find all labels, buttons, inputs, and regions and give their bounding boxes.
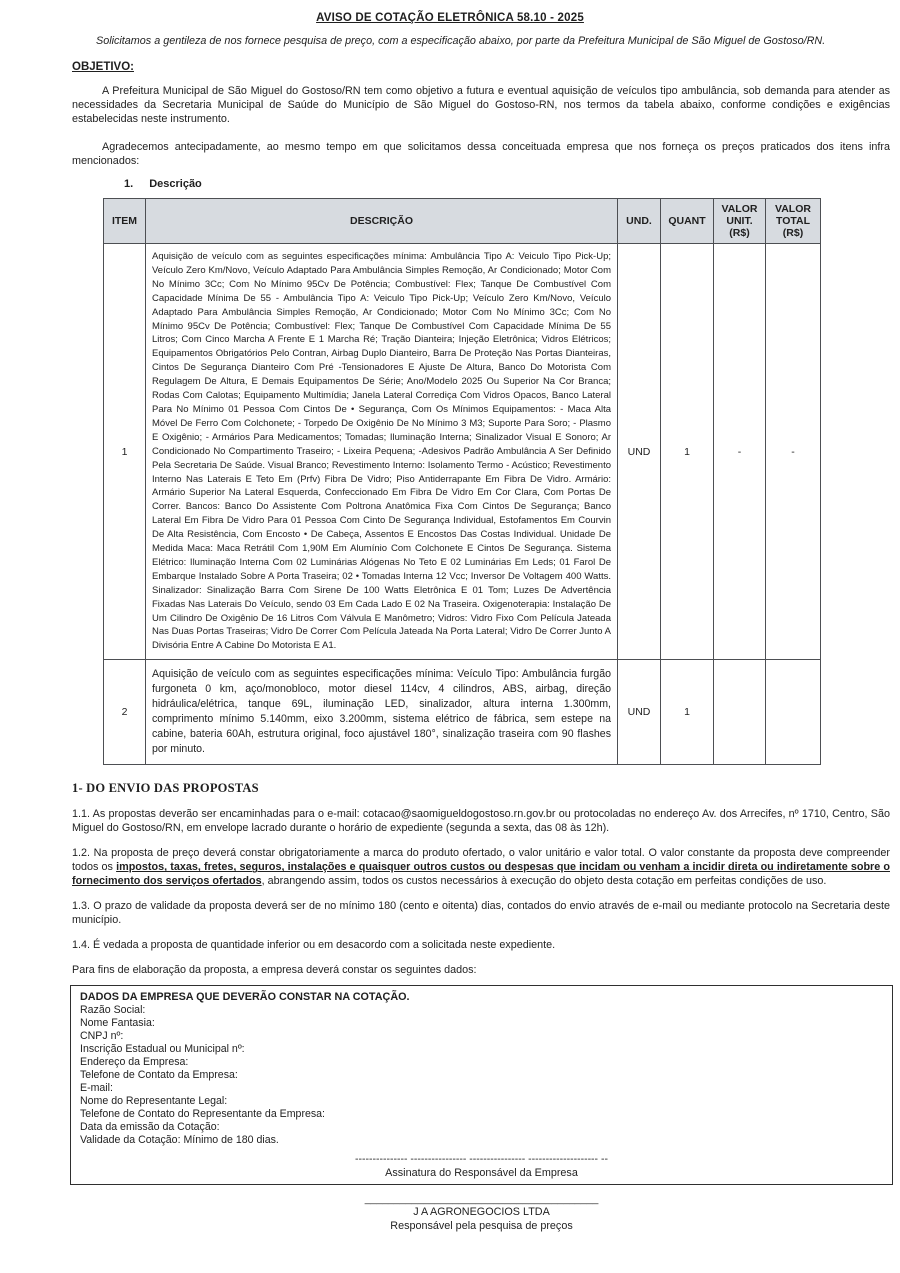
cell-valor-total: - — [766, 244, 821, 660]
field-inscricao: Inscrição Estadual ou Municipal nº: — [80, 1043, 245, 1056]
paragraph-1-4: 1.4. É vedada a proposta de quantidade inferior ou em desacordo com a solicitada neste expediente. — [72, 939, 556, 952]
paragraph-1-2-bold-segment: impostos, taxas, fretes, seguros, instalações e quaisquer outros custos ou despesas que incidam ou venham a incidir direta ou indiretamente sobre o fornecimento dos serviços ofertados — [72, 861, 890, 888]
objetivo-paragraph-1: A Prefeitura Municipal de São Miguel do Gostoso/RN tem como objetivo a futura e eventual aquisição de veículos tipo ambulância, sob demanda para atender as necessidades da Secretaria Municipal de Saúde do Município de São Miguel do Gostoso-RN, nos termos da tabela abaixo, conforme condições e exigências estabelecidas neste instrumento. — [72, 85, 890, 125]
cell-valor-unit — [714, 660, 766, 765]
cell-quant: 1 — [661, 244, 714, 660]
footer-company-name: J A AGRONEGOCIOS LTDA — [413, 1206, 550, 1219]
objetivo-paragraph-2: Agradecemos antecipadamente, ao mesmo tempo em que solicitamos dessa conceituada empresa que nos forneça os preços praticados dos itens infra mencionados: — [72, 141, 890, 167]
field-endereco: Endereço da Empresa: — [80, 1056, 189, 1069]
paragraph-1-2-prefix: 1.2. Na proposta de preço deverá constar obrigatoriamente a marca do produto ofertado, o valor unitário e valor total. O valor constante da proposta deve compreender todos os — [72, 847, 890, 874]
items-table-header — [104, 199, 821, 244]
field-nome-fantasia: Nome Fantasia: — [80, 1017, 155, 1030]
paragraph-1-3: 1.3. O prazo de validade da proposta deverá ser de no mínimo 180 (cento e oitenta) dias, contados do envio através de e-mail ou mediante protocolo na Secretaria deste município. — [72, 900, 890, 927]
footer-signature-line: ________________________________________ — [364, 1193, 599, 1206]
cell-valor-unit: - — [714, 244, 766, 660]
table-row — [104, 660, 821, 765]
col-header-descricao: DESCRIÇÃO — [146, 199, 618, 244]
field-validade: Validade da Cotação: Mínimo de 180 dias. — [80, 1134, 279, 1147]
cell-quant: 1 — [661, 660, 714, 765]
objetivo-heading: OBJETIVO: — [72, 61, 134, 73]
intro-paragraph: Solicitamos a gentileza de nos fornece pesquisa de preço, com a especificação abaixo, por parte da Prefeitura Municipal de São Miguel de Gostoso/RN. — [96, 35, 826, 47]
field-razao-social: Razão Social: — [80, 1004, 146, 1017]
col-header-valor-total: VALOR TOTAL (R$) — [766, 199, 821, 244]
descricao-heading — [124, 178, 900, 190]
cell-item: 1 — [104, 244, 146, 660]
field-data-emissao: Data da emissão da Cotação: — [80, 1121, 220, 1134]
footer-signature-block — [70, 1193, 893, 1233]
items-table — [103, 198, 821, 765]
company-data-box — [70, 985, 893, 1185]
field-cnpj: CNPJ nº: — [80, 1030, 124, 1043]
envio-heading: 1- DO ENVIO DAS PROPOSTAS — [72, 781, 259, 796]
para-fins-paragraph: Para fins de elaboração da proposta, a empresa deverá constar os seguintes dados: — [72, 964, 477, 977]
document-title: AVISO DE COTAÇÃO ELETRÔNICA 58.10 - 2025 — [316, 12, 584, 24]
cell-descricao: Aquisição de veículo com as seguintes especificações mínima: Ambulância Tipo A: Veiculo Tipo Pick-Up; Veículo Zero Km/Novo, Veículo Adaptado Para Ambulância Simples Remoção, Ar Condicionado; Motor Com No Mínimo 3Cc; Com No Mínimo 95Cv De Potência; Combustível: Flex; Tanque De Combustível Com Capacidade Mínima De 55 - Ambulância Tipo A: Veiculo Tipo Pick-Up; Veículo Zero Km/Novo, Veículo Adaptado Para Ambulância Simples Remoção, Ar Condicionado; Motor Com No Mínimo 3Cc; Com No Mínimo 95Cv De Potência; Combustível: Flex; Tanque De Combustível Com Capacidade Mínima De 55 Litros; Com Cinco Marcha A Frente E 1 Marcha Ré; Tração Dianteira; Injeção Eletrônica; Vidros Elétricos; Equipamentos Obrigatórios Pelo Contran, Airbag Duplo Dianteiro, Barra De Proteção Nas Portas Dianteiras, Cintos De Segurança Dianteiro Com Pré -Tensionadores E Ajuste De Altura, Banco Do Motorista Com Regulagem De Altura, E Demais Equipamentos De Série; Ano/Modelo 2025 Ou Superior Na Cor Branca; Rodas Com Calotas; Equipamento Multimídia; Janela Lateral Corrediça Com Vidros Opacos, Banco Lateral Para No Mínimo 01 Pessoa Com Cintos De • Segurança, Com Os Mínimos Equipamentos: - Maca Alta Móvel De Ferro Com Colchonete; - Torpedo De Oxigênio De No Mínimo 3 M3; Suporte Para Soro; - Plasmo E Oxigênio; - Armários Para Medicamentos; Tomadas; Iluminação Interna; Sinalizador Visual E Sonoro; Ar Condicionado No Compartimento Traseiro; - Lixeira Pequena; -Adesivos Padrão Ambulância A Ser Definido Pela Secretaria De Saúde. Visual Branco; Revestimento Interno: Isolamento Termo - Acústico; Revestimento Interno Nas Laterais E Teto Em (Prfv) Fibra De Vidro; Piso Antiderrapante Em Fibra De Vidro. Armário: Armário Superior Na Lateral Esquerda, Confeccionado Em Fibra De Vidro Em Cor Clara, Com Portas De Correr. Bancos: Banco Do Assistente Com Poltrona Anatômica Fixa Com Cintos De Segurança; Banco Lateral Em Fibra De Vidro Para 01 Pessoa Com Cinto De Segurança Individual, Estofamentos Em Courvin De Alta Resistência, Com Encosto • De Cabeça, Assentos E Encostos Das Costas Individual. Unidade De Medida Maca: Maca Retrátil Com 1,90M Em Alumínio Com Colchonete E Cintos De Segurança. Sistema Elétrico: Iluminação Interna Com 02 Luminárias Alógenas No Teto E 02 Luminárias Em Leds; 01 Farol De Embarque Instalado Sobre A Porta Traseira; 02 • Tomadas Interna 12 Vcc; Inversor De Voltagem 400 Watts. Sinalizador: Sinalização Barra Com Sirene De 100 Watts Eletrônica E 01 Tom; Luzes De Advertência Fixadas Nas Laterais Do Veículo, sendo 03 Em Cada Lado E 02 Na Traseira. Oxigenoterapia: Instalação De Um Cilindro De Oxigênio De 16 Litros Com Válvula E Manômetro; Vidros: Vidro Fixo Com Película Jateada Nas Duas Portas Traseiras; Vidro De Correr Com Película Jateada Na Porta Lateral; Vidro De Correr Junto A Divisória Entre A Cabine Do Motorista E A1. — [146, 244, 618, 660]
col-header-und: UND. — [618, 199, 661, 244]
company-data-box-title: DADOS DA EMPRESA QUE DEVERÃO CONSTAR NA COTAÇÃO. — [80, 991, 410, 1004]
field-email: E-mail: — [80, 1082, 113, 1095]
col-header-item: ITEM — [104, 199, 146, 244]
table-header-row — [104, 199, 821, 244]
field-telefone-representante: Telefone de Contato do Representante da Empresa: — [80, 1108, 325, 1121]
table-row — [104, 244, 821, 660]
signature-block — [80, 1153, 883, 1180]
signature-label: Assinatura do Responsável da Empresa — [385, 1167, 578, 1180]
col-header-quant: QUANT — [661, 199, 714, 244]
footer-company-role: Responsável pela pesquisa de preços — [390, 1220, 573, 1233]
paragraph-1-2-suffix: , abrangendo assim, todos os custos necessários à execução do objeto desta cotação em perfeitas condições de uso. — [261, 875, 827, 888]
items-table-body — [104, 244, 821, 765]
descricao-heading-label: Descrição — [149, 178, 202, 190]
paragraph-1-1: 1.1. As propostas deverão ser encaminhadas para o e-mail: cotacao@saomigueldogostoso.rn.gov.br ou protocoladas no endereço Av. dos Arrecifes, nº 1710, Centro, São Miguel do Gostoso/RN, em envelope lacrado durante o horário de expediente (segunda a sexta, das 08 às 12h). — [72, 808, 890, 835]
col-header-valor-unit: VALOR UNIT. (R$) — [714, 199, 766, 244]
signature-dashed-line: --------------- ---------------- ---------------- -------------------- -- — [355, 1153, 608, 1166]
field-telefone-empresa: Telefone de Contato da Empresa: — [80, 1069, 238, 1082]
field-representante-legal: Nome do Representante Legal: — [80, 1095, 228, 1108]
cell-item: 2 — [104, 660, 146, 765]
paragraph-1-2 — [72, 846, 890, 888]
cell-und: UND — [618, 660, 661, 765]
cell-und: UND — [618, 244, 661, 660]
cell-descricao: Aquisição de veículo com as seguintes especificações mínima: Veículo Tipo: Ambulância furgão furgoneta 0 km, aço/monobloco, motor diesel 114cv, 4 cilindros, ABS, airbag, direção hidráulica/elétrica, tanque 69L, iluminação LED, sinalizador, altura interna 1.300mm, comprimento mínimo 5.140mm, eixo 3.200mm, sistema elétrico de fábrica, sem estepe na cabine, bateria 60Ah, estrutura original, foco ajustável 180°, sinalização traseira com 90 flashes por minuto. — [146, 660, 618, 765]
cell-valor-total — [766, 660, 821, 765]
descricao-heading-number: 1. — [124, 178, 134, 190]
